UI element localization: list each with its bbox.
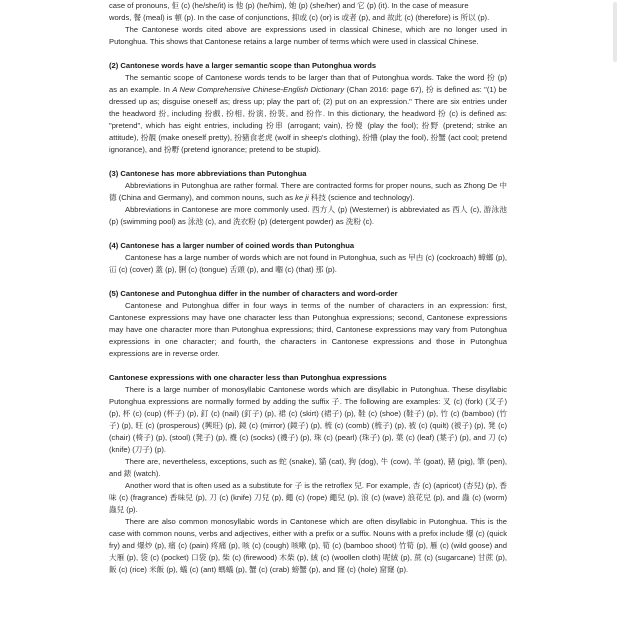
dictionary-title: A New Comprehensive Chinese-English Dictionary <box>172 85 345 94</box>
paragraph-character-number: Cantonese and Putonghua differ in four ways in terms of the number of characters in an expression: first, Cantonese expressions may have one character less than Putonghua expressions; second, Cantonese expressions may have one character more than Putonghua expressions; third, Cantonese expressions may vary from Putonghua expressions in one character; and fourth, the characters in Cantonese expressions and those in Putonghua expressions are in reverse order. <box>109 301 507 358</box>
paragraph-exceptions: There are, nevertheless, exceptions, such as 蛇 (snake), 貓 (cat), 狗 (dog), 牛 (cow), 羊 (goat), 豬 (pig), 筆 (pen), and 錶 (watch). <box>109 457 507 478</box>
heading-semantic-scope: (2) Cantonese words have a larger semantic scope than Putonghua words <box>109 61 377 70</box>
paragraph-abbreviations-end: 科技 (science and technology). <box>308 193 415 202</box>
document-page <box>109 0 507 576</box>
paragraph-prefix-nouns: There are also common monosyllabic words in Cantonese which are often disyllabic in Putonghua. This is the case with common nouns, verbs and adjectives, either with a prefix or a suffix. Nouns with a prefix include 爆 (c) (quick fry) and 爆炒 (p), 痛 (c) (pain) 疼痛 (p), 咳 (c) (cough) 咳嗽 (p), 筍 (c) (bamboo shoot) 竹筍 (p), 雁 (c) (wild goose) and 大雁 (p), 袋 (c) (pocket) 口袋 (p), 柴 (c) (firewood) 木柴 (p), 絨 (c) (woollen cloth) 呢絨 (p), 蔗 (c) (sugarcane) 甘蔗 (p), 飯 (c) (rice) 米飯 (p), 蟻 (c) (ant) 螞蟻 (p), 蟹 (c) (crab) 螃蟹 (p), and 窿 (c) (hole) 窟窿 (p). <box>109 517 507 574</box>
paragraph-abbreviations-cantonese: Abbreviations in Cantonese are more commonly used. 西方人 (p) (Westerner) is abbreviated as 西人 (c), 游泳池 (p) (swimming pool) as 泳池 (c), and 洗衣粉 (p) (detergent powder) as 洗粉 (c). <box>109 205 507 226</box>
paragraph-classical-chinese: The Cantonese words cited above are expressions used in classical Chinese, which are no longer used in Putonghua. This shows that Cantonese retains a large number of terms which were used in classical Chinese. <box>109 25 507 46</box>
paragraph-abbreviations-intro: Abbreviations in Putonghua are rather formal. There are contracted forms for proper nouns, such as Zhong De 中德 (China and Germany), and common nouns, such as <box>109 181 507 202</box>
paragraph-abbreviations-putonghua <box>109 180 507 204</box>
term-ke-ji: ke ji <box>295 193 309 202</box>
paragraph-semantic-scope-intro: The semantic scope of Cantonese words tends to be larger than that of Putonghua words. Take the word 扮 (p) as an example. In <box>109 73 507 94</box>
paragraph-pronouns-line-1: case of pronouns, 佢 (c) (he/she/it) is 他 (p) (he/him), 她 (p) (she/her) and 它 (p) (it). In the case of measure <box>109 1 469 10</box>
paragraph-monosyllabic-suffix: There is a large number of monosyllabic Cantonese words which are disyllabic in Putonghua. These disyllabic Putonghua expressions are normally formed by adding the suffix 子. The following are examples: 叉 (c) (fork) (叉子) (p), 杯 (c) (cup) (杯子) (p), 釘 (c) (nail) (釘子) (p), 裙 (c) (skirt) (裙子) (p), 鞋 (c) (shoe) (鞋子) (p), 竹 (c) (bamboo) (竹子) (p), 旺 (c) (prosperous) (興旺) (p), 鏡 (c) (mirror) (鏡子) (p), 梳 (c) (comb) (梳子) (p), 被 (c) (quilt) (被子) (p), 凳 (c) (chair) (椅子) (p), (stool) (凳子) (p), 襪 (c) (socks) (襪子) (p), 珠 (c) (pearl) (珠子) (p), 葉 (c) (leaf) (葉子) (p), and 刀 (c) (knife) (刀子) (p). <box>109 385 507 454</box>
heading-one-character-less: Cantonese expressions with one character less than Putonghua expressions <box>109 373 387 382</box>
paragraph-coined-words: Cantonese has a large number of words which are not found in Putonghua, such as 曱甴 (c) (cockroach) 蟑螂 (p), 冚 (c) (cover) 蓋 (p), 脷 (c) (tongue) 舌頭 (p), and 嗰 (c) (that) 那 (p). <box>109 253 507 274</box>
heading-abbreviations: (3) Cantonese has more abbreviations than Putonghua <box>109 169 307 178</box>
scrollbar-thumb[interactable] <box>613 2 617 62</box>
paragraph-retroflex: Another word that is often used as a substitute for 子 is the retroflex 兒. For example, 杏 (c) (apricot) (杏兒) (p), 香味 (c) (fragrance) 香味兒 (p), 刀 (c) (knife) 刀兒 (p), 繩 (c) (rope) 繩兒 (p), 浪 (c) (wave) 浪花兒 (p), and 蟲 (c) (worm) 蟲兒 (p). <box>109 481 507 514</box>
heading-coined-words: (4) Cantonese has a larger number of coined words than Putonghua <box>109 241 355 250</box>
paragraph-semantic-scope <box>109 72 507 156</box>
paragraph-pronouns-line-2: words, 餐 (meal) is 頓 (p). In the case of conjunctions, 抑或 (c) (or) is 或者 (p), and 故此 (c) (therefore) is 所以 (p). <box>109 13 490 22</box>
paragraph-semantic-scope-body: (Chan 2016: page 67), 扮 is defined as: "(1) be dressed up as; disguise oneself as; dress up; play the part of; (2) put on an expression." There are six entries under the headword 扮, including 扮戲, 扮相, 扮演, 扮裝, and 扮作. In this dictionary, the headword 扮 (c) is defined as: "pretend", which has eight entries, including 扮串 (arrogant; vain), 扮傻 (play the fool); 扮野 (pretend; strike an attitude), 扮靚 (make oneself pretty), 扮豬食老虎 (wolf in sheep's clothing), 扮懵 (play the fool), 扮蟹 (act cool; pretend ignorance), and 扮嘢 (pretend ignorance; pretend to be stupid). <box>109 85 507 154</box>
heading-character-number: (5) Cantonese and Putonghua differ in the number of characters and word-order <box>109 289 398 298</box>
